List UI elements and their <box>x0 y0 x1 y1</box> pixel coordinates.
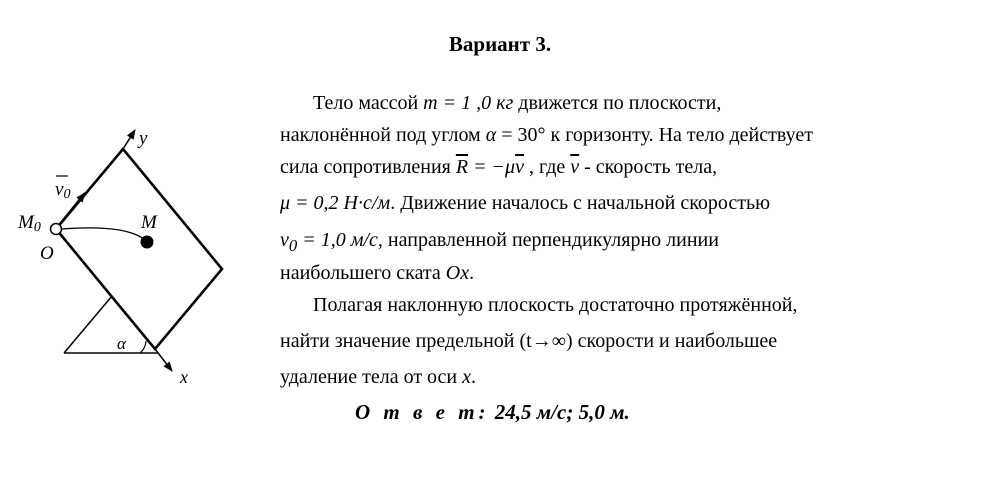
x-axis-label: x <box>180 367 188 387</box>
x-axis <box>155 349 172 371</box>
angle-arc <box>140 341 146 353</box>
inclined-plane <box>56 149 222 349</box>
problem-line-6: наибольшего ската Ox. <box>280 262 475 284</box>
problem-line-5: $v_0 = 1,0$ м/с, направленной перпендикулярно линии <box>280 229 719 255</box>
slope-line <box>64 296 112 353</box>
m0-label: M0 <box>18 212 41 235</box>
y-axis-label: y <box>139 128 148 149</box>
answer-value: 24,5 м/с; 5,0 м. <box>489 400 630 424</box>
answer-label: О т в е т: <box>355 400 490 424</box>
problem-text <box>280 87 980 393</box>
v0-label: v0 <box>55 179 71 202</box>
problem-line-8: найти значение предельной (t→∞) скорости и наибольшее <box>280 330 778 352</box>
y-axis <box>123 130 135 149</box>
problem-line-7: Полагая наклонную плоскость достаточно протяжённой, <box>313 294 798 316</box>
inclined-plane-figure <box>0 0 270 400</box>
initial-position-marker <box>51 224 62 235</box>
body-position-dot <box>141 236 154 249</box>
problem-line-3: сила сопротивления $\overline{R} = -\mu\overline{v}$ , где $\overline{v}$ - скорость тела, <box>280 156 718 178</box>
variant-title: Вариант 3. <box>448 32 552 56</box>
angle-label: α <box>117 334 126 353</box>
answer <box>355 400 630 425</box>
problem-line-4: μ = 0,2 Н·с/м. Движение началось с начальной скоростью <box>280 192 771 214</box>
problem-line-9: удаление тела от оси x. <box>280 366 477 388</box>
origin-label: O <box>40 243 54 264</box>
problem-line-2: наклонённой под углом α = 30° к горизонту. На тело действует <box>280 124 813 146</box>
trajectory-curve <box>62 228 147 242</box>
body-label: M <box>141 212 157 233</box>
problem-line-1: Тело массой m = 1 ,0 кг движется по плоскости, <box>313 92 722 114</box>
